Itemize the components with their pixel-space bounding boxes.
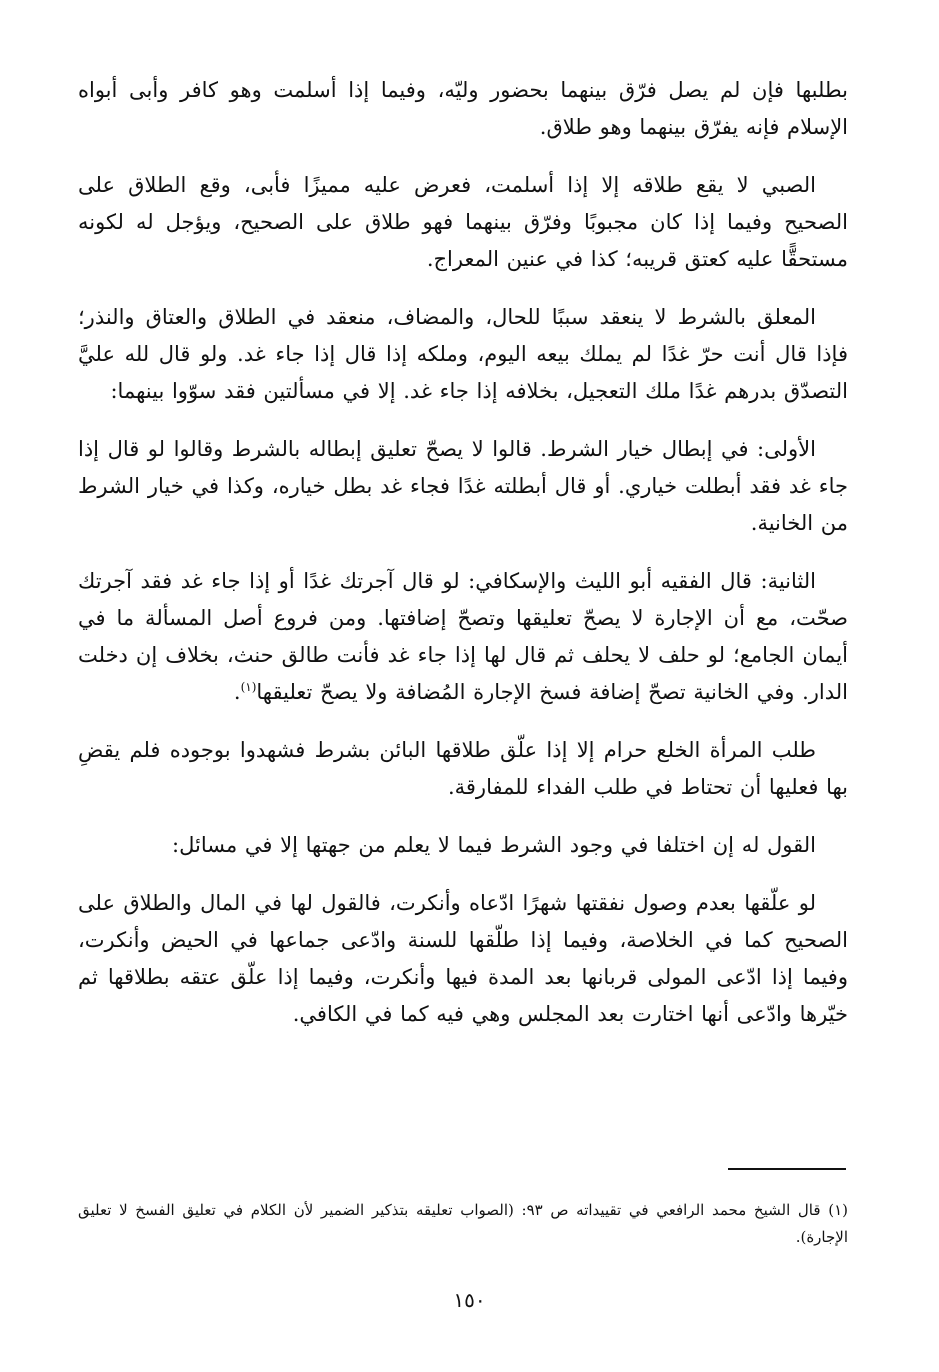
paragraph-4: الأولى: في إبطال خيار الشرط. قالوا لا يصحّ تعليق إبطاله بالشرط وقالوا لو قال إذا جاء غد فقد أبطلت خياري. أو قال أبطلته غدًا فجاء غد بطل خياره، وكذا في خيار الشرط من الخانية. xyxy=(78,437,848,535)
page-body xyxy=(78,72,848,1054)
paragraph-5 xyxy=(78,563,848,711)
paragraph-8: لو علّقها بعدم وصول نفقتها شهرًا ادّعاه وأنكرت، فالقول لها في المال والطلاق على الصحيح كما في الخلاصة، وفيما إذا طلّقها للسنة وادّعى جماعها في الحيض وأنكرت، وفيما إذا ادّعى المولى قربانها بعد المدة فيها وأنكرت، وفيما إذا علّق عتقه بطلاقها ثم خيّرها وادّعى أنها اختارت بعد المجلس وهي فيه كما في الكافي. xyxy=(78,891,848,1026)
footnote-divider xyxy=(728,1168,846,1170)
paragraph-5-text: الثانية: قال الفقيه أبو الليث والإسكافي: لو قال آجرتك غدًا أو إذا جاء غد فقد آجرتك صحّت، مع أن الإجارة لا يصحّ تعليقها وتصحّ إضافتها. ومن فروع أصل المسألة ما في أيمان الجامع؛ لو حلف لا يحلف ثم قال لها إذا جاء غد فأنت طالق حنث، بخلاف إن دخلت الدار. وفي الخانية تصحّ إضافة فسخ الإجارة المُضافة ولا يصحّ تعليقها xyxy=(78,569,848,704)
footnote-marker: (١) xyxy=(240,680,257,694)
footnote: (١) قال الشيخ محمد الرافعي في تقييداته ص ٩٣: (الصواب تعليقه بتذكير الضمير لأن الكلام في تعليق الفسخ لا تعليق الإجارة). xyxy=(78,1201,848,1246)
paragraph-3: المعلق بالشرط لا ينعقد سببًا للحال، والمضاف، منعقد في الطلاق والعتاق والنذر؛ فإذا قال أنت حرّ غدًا لم يملك بيعه اليوم، وملكه إذا قال إذا جاء غد. ولو قال لله عليَّ التصدّق بدرهم غدًا ملك التعجيل، بخلافه إذا جاء غد. إلا في مسألتين فقد سوّوا بينهما: xyxy=(78,305,848,403)
paragraph-5-end: . xyxy=(233,680,241,704)
paragraph-6: طلب المرأة الخلع حرام إلا إذا علّق طلاقها البائن بشرط فشهدوا بوجوده فلم يقضِ بها فعليها أن تحتاط في طلب الفداء للمفارقة. xyxy=(78,738,848,799)
paragraph-7: القول له إن اختلفا في وجود الشرط فيما لا يعلم من جهتها إلا في مسائل: xyxy=(172,833,816,857)
paragraph-2: الصبي لا يقع طلاقه إلا إذا أسلمت، فعرض عليه مميزًا فأبى، وقع الطلاق على الصحيح وفيما إذا كان مجبوبًا وفرّق بينهما فهو طلاق على الصحيح، ويؤجل له لكونه مستحقًّا عليه كعتق قريبه؛ كذا في عنين المعراج. xyxy=(78,173,848,271)
page-number: ١٥٠ xyxy=(453,1288,486,1312)
paragraph-1: بطلبها فإن لم يصل فرّق بينهما بحضور وليّه، وفيما إذا أسلمت وهو كافر وأبى أبواه الإسلام فإنه يفرّق بينهما وهو طلاق. xyxy=(78,78,848,139)
